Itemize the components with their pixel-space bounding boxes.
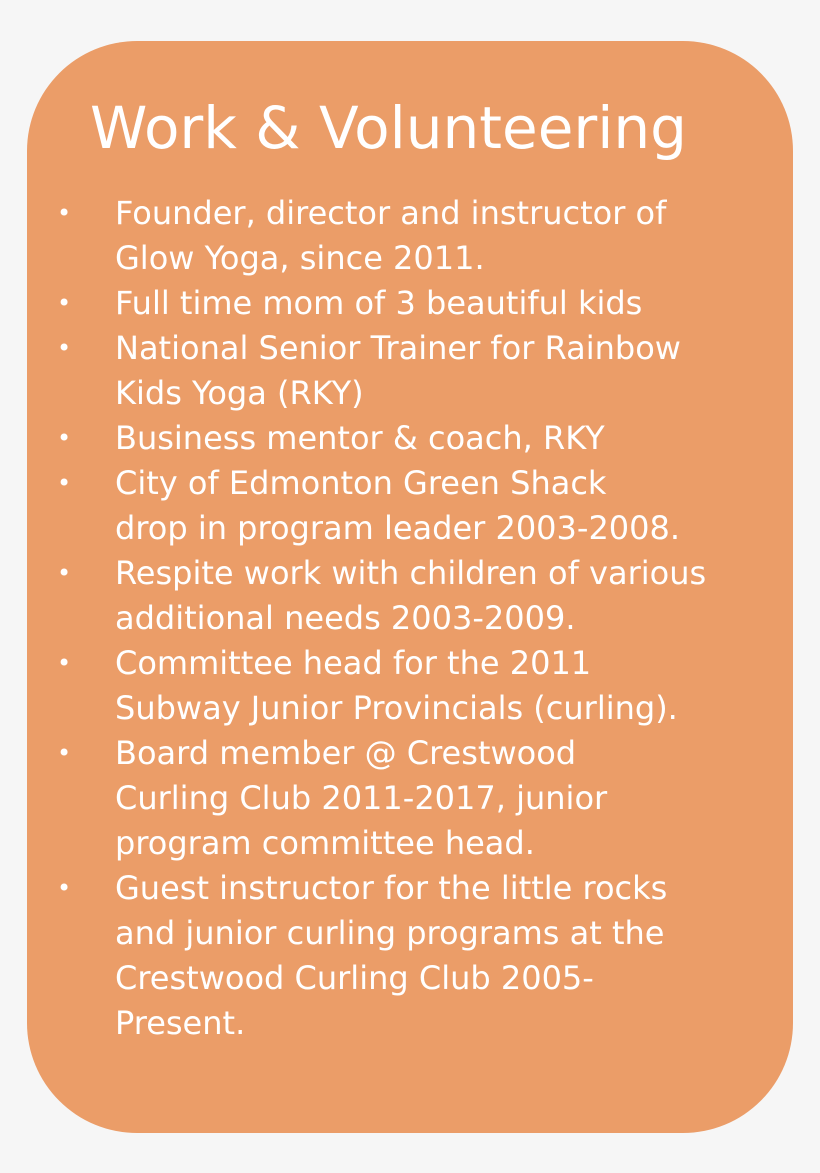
list-item-text: Glow Yoga, since 2011. (115, 239, 485, 277)
list-item (27, 641, 706, 731)
list-item-text: Present. (115, 1004, 246, 1042)
bullet-icon: • (57, 199, 72, 227)
list-item-text: program committee head. (115, 824, 535, 862)
list-item-text: Subway Junior Provincials (curling). (115, 689, 678, 727)
list-item (27, 191, 706, 281)
list-item-text: Guest instructor for the little rocks (115, 869, 668, 907)
list-item-text: Board member @ Crestwood (115, 734, 577, 772)
bullet-icon: • (57, 334, 72, 362)
list-item (27, 731, 706, 866)
bullet-icon: • (57, 559, 72, 587)
list-item-text: Full time mom of 3 beautiful kids (115, 284, 643, 322)
list-item (27, 281, 706, 326)
list-item-text: Kids Yoga (RKY) (115, 374, 364, 412)
list-item (27, 866, 706, 1046)
list-item-text: Founder, director and instructor of (115, 194, 667, 232)
experience-list (27, 191, 706, 1046)
list-item-text: Business mentor & coach, RKY (115, 419, 605, 457)
bullet-icon: • (57, 469, 72, 497)
list-item-text: additional needs 2003-2009. (115, 599, 576, 637)
list-item-text: drop in program leader 2003-2008. (115, 509, 681, 547)
list-item-text: National Senior Trainer for Rainbow (115, 329, 681, 367)
work-volunteering-card (27, 41, 793, 1133)
list-item-text: City of Edmonton Green Shack (115, 464, 607, 502)
bullet-icon: • (57, 649, 72, 677)
bullet-icon: • (57, 424, 72, 452)
bullet-icon: • (57, 289, 72, 317)
list-item (27, 461, 706, 551)
list-item-text: Respite work with children of various (115, 554, 707, 592)
list-item (27, 416, 706, 461)
list-item (27, 326, 706, 416)
list-item-text: Committee head for the 2011 (115, 644, 592, 682)
bullet-icon: • (57, 739, 72, 767)
list-item-text: and junior curling programs at the (115, 914, 665, 952)
bullet-icon: • (57, 874, 72, 902)
card-title: Work & Volunteering (90, 94, 687, 162)
list-item-text: Curling Club 2011-2017, junior (115, 779, 608, 817)
list-item-text: Crestwood Curling Club 2005- (115, 959, 594, 997)
list-item (27, 551, 706, 641)
